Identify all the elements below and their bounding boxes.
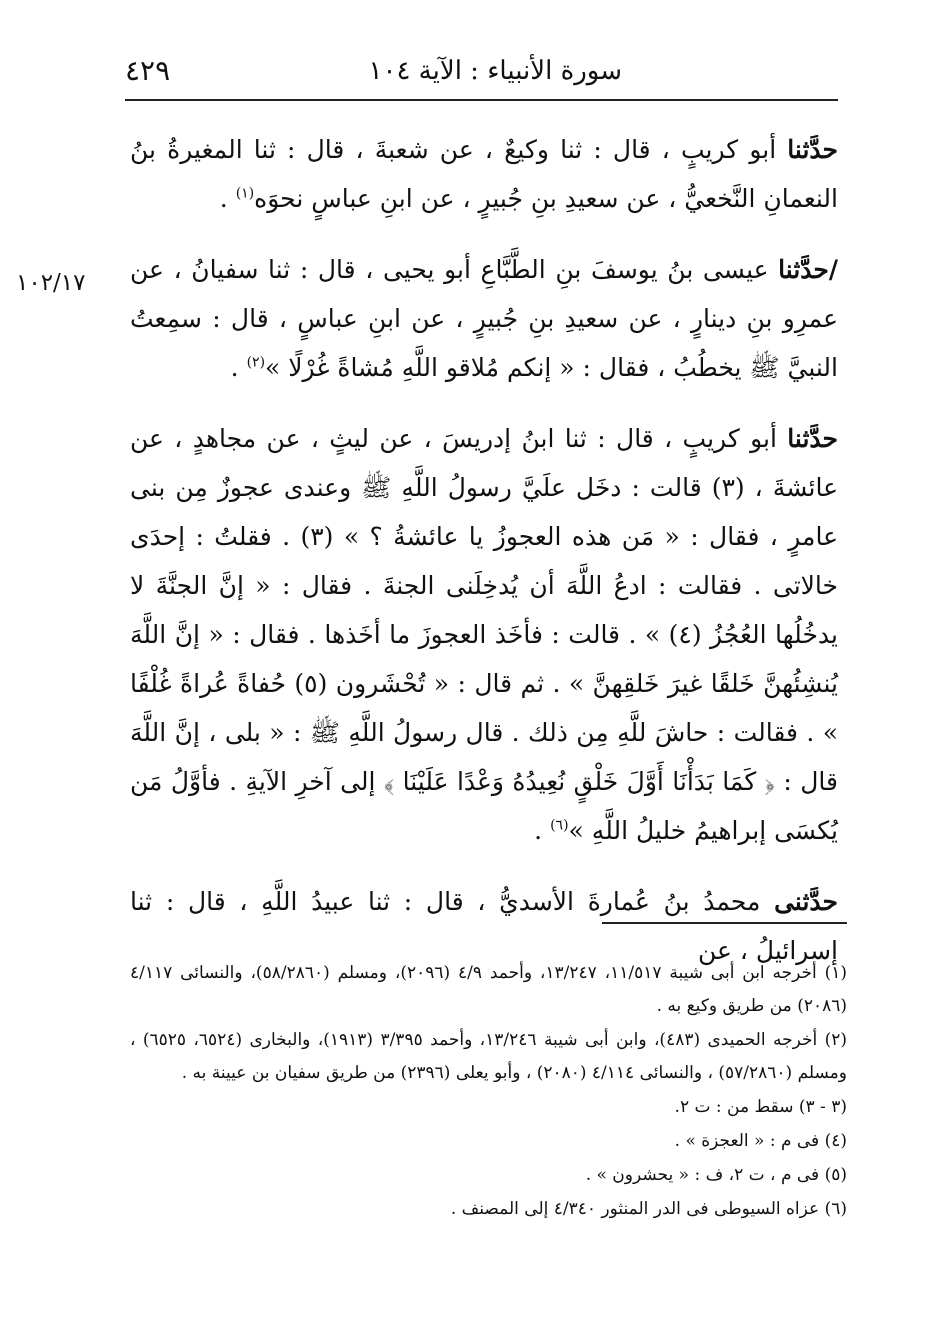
footnote-ref: (١): [235, 185, 255, 202]
footnote: (٢) أخرجه الحميدى (٤٨٣)، وابن أبى شيبة ١٣/٢٤٦، وأحمد ٣/٣٩٥ (١٩١٣)، والبخارى (٦٥٢٤، ٦٥٢٥) ، ومسلم (٥٧/٢٨٦٠) ، والنسائى ٤/١١٤ (٢٠٨٠) ، وأبو يعلى (٢٣٩٦) من طريق سفيان بن عيينة به .: [130, 1030, 847, 1083]
hadith-paragraph: [130, 125, 838, 223]
footnote: (٥) فى م ، ت ٢، ف : « يحشرون » .: [585, 1165, 847, 1185]
paragraph-text: محمدُ بنُ عُمارةَ الأسديُّ ، قال : ثنا عبيدُ اللَّهِ ، قال : ثنا إسرائيلُ ، عن: [130, 887, 838, 965]
footnote: (٣ - ٣) سقط من : ت ٢.: [674, 1097, 847, 1117]
footnote-ref: (٦): [550, 817, 569, 834]
hadith-paragraph: [130, 414, 838, 855]
paragraph-text: أبو كريبٍ ، قال : ثنا وكيعٌ ، عن شعبةَ ، قال : ثنا المغيرةُ بنُ النعمانِ النَّخعيُّ ، عن سعيدِ بنِ جُبيرٍ ، عن ابنِ عباسٍ نحوَه: [130, 135, 838, 213]
hadith-paragraph: [130, 245, 838, 392]
paragraph-text: عيسى بنُ يوسفَ بنِ الطَّبَّاعِ أبو يحيى ، قال : ثنا سفيانُ ، عن عمرِو بنِ دينارٍ ، عن سعيدِ بنِ جُبيرٍ ، عن ابنِ عباسٍ ، قال : سمِعتُ النبيَّ ﷺ يخطُبُ ، فقال : « إنكم مُلاقو اللَّهِ مُشاةً غُرْلًا »: [130, 255, 838, 382]
footnote: (٦) عزاه السيوطى فى الدر المنثور ٤/٣٤٠ إلى المصنف .: [450, 1199, 847, 1219]
footnote: (١) أخرجه ابن أبى شيبة ١١/٥١٧، ١٣/٢٤٧، وأحمد ٤/٩ (٢٠٩٦)، ومسلم (٥٨/٢٨٦٠)، والنسائى ٤/١١٧ (٢٠٨٦) من طريق وكيع به .: [130, 963, 848, 1016]
surah-title: سورة الأنبياء : الآية ١٠٤: [368, 56, 622, 86]
chain-lead: حدَّثنا: [787, 424, 838, 453]
paragraph-text: أبو كريبٍ ، قال : ثنا ابنُ إدريسَ ، عن ليثٍ ، عن مجاهدٍ ، عن عائشةَ ، (٣) قالت : دخَل علَيَّ رسولُ اللَّهِ ﷺ وعندى عجوزٌ مِن بنى عامرٍ ، فقال : « مَن هذه العجوزُ يا عائشةُ ؟ » (٣) . فقلتُ : إحدَى خالاتى . فقالت : ادعُ اللَّهَ أن يُدخِلَنى الجنةَ . فقال : « إنَّ الجنَّةَ لا يدخُلُها العُجُزُ (٤) » . قالت : فأخَذ العجوزَ ما أخَذها . فقال : « إنَّ اللَّهَ يُنشِئُهنَّ خَلقًا غيرَ خَلقِهنَّ » . ثم قال : « تُحْشَرون (٥) حُفاةً عُراةً غُلْفًا » . فقالت : حاشَ للَّهِ مِن ذلك . قال رسولُ اللَّهِ ﷺ : « بلى ، إنَّ اللَّهَ قال : ﴿ كَمَا بَدَأْنَا أَوَّلَ خَلْقٍ نُعِيدُهُ وَعْدًا عَلَيْنَا ﴾ إلى آخرِ الآيةِ . فأوَّلُ مَن يُكسَى إبراهيمُ خليلُ اللَّهِ »: [130, 424, 838, 845]
paragraph-end: .: [534, 816, 551, 845]
running-header: [125, 54, 838, 94]
paragraph-end: .: [219, 184, 236, 213]
paragraph-end: .: [230, 353, 247, 382]
footnotes: [130, 957, 847, 1227]
page-number: ٤٢٩: [125, 54, 171, 87]
chain-lead: /حدَّثنا: [778, 255, 838, 284]
margin-volume-marker: ١٠٢/١٧: [16, 270, 86, 296]
header-rule: [125, 99, 838, 101]
footnote: (٤) فى م : « العجزة » .: [674, 1131, 847, 1151]
footnote-rule: [602, 922, 847, 924]
chain-lead: حدَّثنا: [787, 135, 838, 164]
chain-lead: حدَّثنى: [774, 887, 838, 916]
main-text: [130, 125, 838, 997]
footnote-ref: (٢): [246, 354, 266, 371]
